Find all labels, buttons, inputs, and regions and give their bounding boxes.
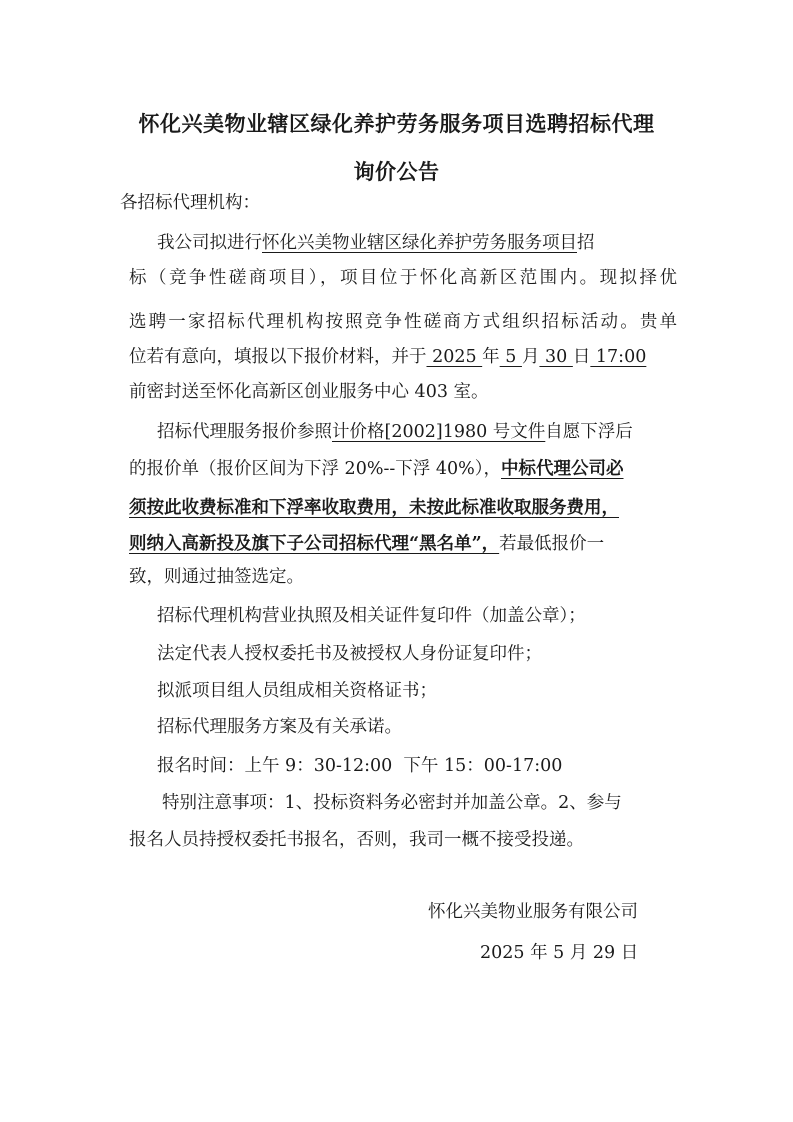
para2-text: 若最低报价一	[499, 534, 605, 554]
para1-line3: 选聘一家招标代理机构按照竞争性磋商方式组织招标活动。贵单	[129, 312, 677, 332]
document-title-line1: 怀化兴美物业辖区绿化养护劳务服务项目选聘招标代理	[138, 112, 655, 136]
salutation: 各招标代理机构：	[120, 193, 260, 213]
para2-line4	[129, 536, 604, 554]
para1-line1	[157, 235, 595, 253]
deadline-day: 30	[539, 347, 573, 367]
para2-line1	[157, 424, 633, 442]
material-item: 拟派项目组人员组成相关资格证书；	[157, 681, 437, 701]
para2-text: 的报价单（报价区间为下浮 20%--下浮 40%），	[129, 459, 501, 479]
project-name: 怀化兴美物业辖区绿化养护劳务服务项目	[262, 233, 577, 253]
issuer-company: 怀化兴美物业服务有限公司	[428, 902, 638, 922]
registration-time: 报名时间：上午 9：30-12:00 下午 15：00-17:00	[157, 756, 563, 776]
issue-date: 2025 年 5 月 29 日	[480, 943, 639, 963]
material-item: 招标代理服务方案及有关承诺。	[157, 717, 402, 737]
emphasis-text: 中标代理公司必	[501, 459, 624, 479]
para2-text: 招标代理服务报价参照	[157, 422, 332, 442]
pricing-document-ref: 计价格[2002]1980 号文件	[332, 422, 546, 442]
para1-line2: 标（竞争性磋商项目），项目位于怀化高新区范围内。现拟择优	[129, 268, 677, 288]
deadline-year: 2025	[426, 347, 483, 367]
para1-line5: 前密封送至怀化高新区创业服务中心 403 室。	[129, 382, 489, 402]
blacklist-text: 则纳入高新投及旗下子公司招标代理“黑名单”，	[129, 534, 500, 554]
deadline-month: 5	[499, 347, 522, 367]
para1-text: 位若有意向，填报以下报价材料，并于	[129, 347, 427, 367]
para1-text: 年	[482, 347, 500, 367]
para1-text: 日	[572, 347, 591, 367]
para2-line2	[129, 461, 624, 479]
para1-text: 我公司拟进行	[157, 233, 262, 253]
material-item: 招标代理机构营业执照及相关证件复印件（加盖公章）；	[157, 606, 586, 626]
notice-line2: 报名人员持授权委托书报名，否则，我司一概不接受投递。	[129, 830, 584, 850]
para2-line5: 致，则通过抽签选定。	[129, 567, 304, 587]
para1-text: 招	[577, 233, 595, 253]
material-item: 法定代表人授权委托书及被授权人身份证复印件；	[157, 644, 542, 664]
para1-line4	[129, 349, 646, 367]
deadline-time: 17:00	[590, 347, 647, 367]
para2-line3: 须按此收费标准和下浮率收取费用，未按此标准收取服务费用，	[129, 498, 619, 518]
document-title-line2: 询价公告	[353, 160, 440, 184]
para2-text: 自愿下浮后	[545, 422, 633, 442]
notice-line1: 特别注意事项：1、投标资料务必密封并加盖公章。2、参与	[162, 793, 622, 813]
para1-text: 月	[521, 347, 540, 367]
